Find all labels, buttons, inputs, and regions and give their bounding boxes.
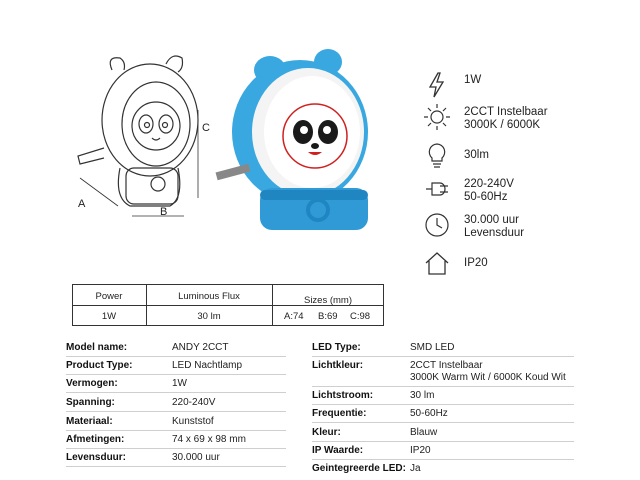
light-bulb-icon [422, 140, 452, 170]
spec-row-divider [312, 386, 574, 387]
lightning-bolt-icon [422, 70, 452, 100]
spec-label-voltage: Spanning: [66, 397, 115, 408]
spec-value-led-type: SMD LED [410, 342, 455, 353]
spec-value-dimensions: 74 x 69 x 98 mm [172, 434, 246, 445]
spec-label-frequency: Frequentie: [312, 408, 367, 419]
house-icon [422, 248, 452, 278]
power-plug-icon [422, 174, 452, 204]
spec-value-light-color-detail: 3000K Warm Wit / 6000K Koud Wit [410, 372, 566, 383]
spec-row-divider [66, 411, 286, 412]
spec-row-divider [66, 430, 286, 431]
blue-panda-nightlight-image [200, 40, 390, 240]
spec-row-divider [312, 441, 574, 442]
spec-row-divider [312, 356, 574, 357]
dimension-b-label: B [160, 206, 168, 218]
spec-label-lifetime: Levensduur: [66, 452, 127, 463]
spec-value-lifetime: 30.000 uur [172, 452, 220, 463]
spec-label-material: Materiaal: [66, 416, 113, 427]
spec-value-material: Kunststof [172, 416, 214, 427]
spec-value-light-color: 2CCT Instelbaar [410, 360, 483, 371]
spec-value-integrated-led: Ja [410, 463, 421, 474]
spec-color-temp [422, 102, 622, 136]
spec-label-led-type: LED Type: [312, 342, 361, 353]
summary-value-power: 1W [101, 311, 117, 322]
spec-row-divider [66, 374, 286, 375]
spec-value-voltage: 220-240V [172, 397, 216, 408]
spec-value-color: Blauw [410, 427, 438, 438]
spec-voltage [422, 174, 622, 208]
spec-row-divider [66, 466, 286, 467]
spec-label-integrated-led: Geintegreerde LED: [312, 463, 406, 474]
spec-value-ip-rating: IP20 [410, 445, 431, 456]
summary-value-flux: 30 lm [197, 311, 221, 322]
summary-table [72, 284, 384, 326]
spec-value-model: ANDY 2CCT [172, 342, 229, 353]
spec-label-model: Model name: [66, 342, 128, 353]
spec-lumen [422, 140, 622, 174]
spec-power-text: 1W [464, 74, 482, 86]
spec-row-divider [66, 392, 286, 393]
spec-row-divider [312, 404, 574, 405]
spec-label-dimensions: Afmetingen: [66, 434, 125, 445]
summary-value-size-b: B:69 [318, 311, 338, 322]
product-photo [200, 40, 390, 240]
spec-value-luminous-flux: 30 lm [410, 390, 435, 401]
spec-value-power: 1W [172, 378, 187, 389]
summary-header-sizes: Sizes (mm) [303, 295, 353, 306]
spec-label-ip-rating: IP Waarde: [312, 445, 364, 456]
summary-value-size-c: C:98 [350, 311, 371, 322]
spec-color-temp-text: 2CCT Instelbaar 3000K / 6000K [464, 106, 548, 131]
summary-header-flux: Luminous Flux [178, 291, 240, 302]
spec-lumen-text: 30lm [464, 149, 489, 161]
spec-row-divider [312, 459, 574, 460]
spec-lifetime [422, 210, 622, 244]
spec-power [422, 70, 622, 104]
summary-value-size-a: A:74 [284, 311, 304, 322]
summary-header-power: Power [95, 291, 123, 302]
spec-label-product-type: Product Type: [66, 360, 133, 371]
dimension-c-label: C [202, 122, 210, 134]
spec-label-luminous-flux: Lichtstroom: [312, 390, 374, 401]
clock-icon [422, 210, 452, 240]
spec-lifetime-text: 30.000 uur Levensduur [464, 214, 525, 239]
sun-brightness-icon [422, 102, 452, 132]
spec-ip-rating [422, 248, 622, 282]
spec-label-light-color: Lichtkleur: [312, 360, 364, 371]
spec-row-divider [66, 356, 286, 357]
spec-value-product-type: LED Nachtlamp [172, 360, 243, 371]
spec-voltage-text: 220-240V 50-60Hz [464, 178, 514, 203]
spec-row-divider [312, 422, 574, 423]
spec-value-frequency: 50-60Hz [410, 408, 448, 419]
spec-row-divider [66, 448, 286, 449]
spec-ip-rating-text: IP20 [464, 257, 488, 269]
spec-label-color: Kleur: [312, 427, 341, 438]
spec-label-power: Vermogen: [66, 378, 118, 389]
dimension-a-label: A [78, 198, 86, 210]
